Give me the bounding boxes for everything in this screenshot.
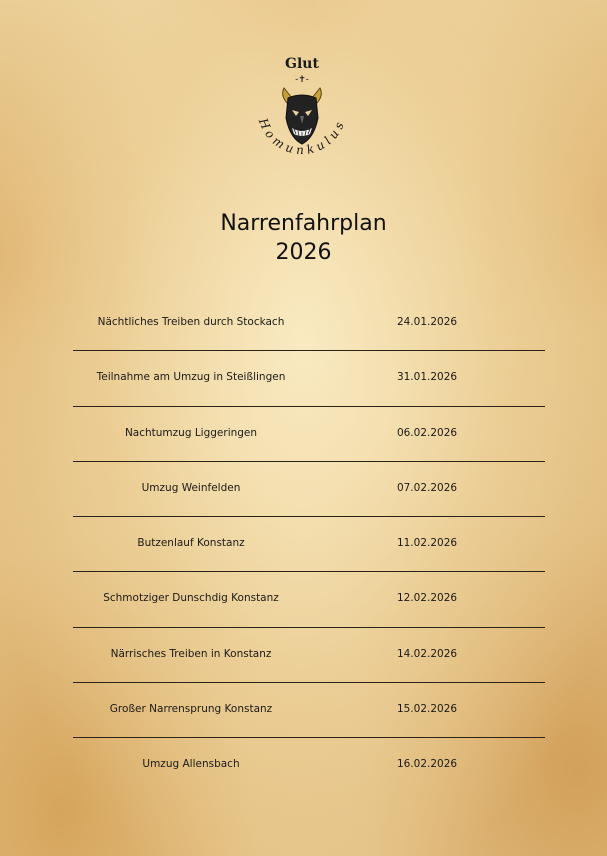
event-name: Nächtliches Treiben durch Stockach bbox=[97, 316, 285, 328]
page-title: Narrenfahrplan bbox=[220, 211, 387, 236]
schedule-row bbox=[73, 517, 545, 572]
event-date: 24.01.2026 bbox=[396, 316, 458, 328]
event-date: 31.01.2026 bbox=[396, 371, 458, 384]
event-name: Butzenlauf Konstanz bbox=[137, 537, 245, 550]
svg-text:-✝-: -✝- bbox=[295, 75, 309, 85]
event-name: Umzug Weinfelden bbox=[141, 481, 241, 494]
event-date: 16.02.2026 bbox=[396, 758, 458, 771]
schedule-row bbox=[73, 462, 545, 517]
event-date: 14.02.2026 bbox=[396, 647, 458, 660]
event-name: Großer Narrensprung Konstanz bbox=[109, 703, 273, 716]
event-name: Teilnahme am Umzug in Steißlingen bbox=[96, 371, 286, 384]
event-name: Närrisches Treiben in Konstanz bbox=[110, 647, 272, 660]
schedule-row bbox=[73, 628, 545, 683]
devil-mask-icon bbox=[244, 48, 360, 172]
event-date: 11.02.2026 bbox=[396, 537, 458, 550]
schedule-row bbox=[73, 407, 545, 462]
logo-ring-text: Homunkulus bbox=[255, 116, 348, 158]
event-name: Schmotziger Dunschdig Konstanz bbox=[103, 592, 279, 605]
event-name: Umzug Allensbach bbox=[142, 758, 240, 771]
event-name: Nachtumzug Liggeringen bbox=[124, 426, 258, 439]
page-title-year: 2026 bbox=[275, 240, 332, 265]
event-date: 07.02.2026 bbox=[396, 481, 458, 494]
schedule-row bbox=[73, 296, 545, 351]
schedule-list bbox=[73, 296, 545, 793]
event-date: 15.02.2026 bbox=[396, 703, 458, 716]
schedule-row bbox=[73, 572, 545, 627]
club-logo bbox=[244, 48, 360, 172]
event-date: 12.02.2026 bbox=[396, 592, 458, 605]
schedule-row bbox=[73, 351, 545, 406]
logo-top-text: Glut bbox=[285, 56, 319, 72]
schedule-row bbox=[73, 683, 545, 738]
event-date: 06.02.2026 bbox=[396, 426, 458, 439]
schedule-row bbox=[73, 738, 545, 792]
